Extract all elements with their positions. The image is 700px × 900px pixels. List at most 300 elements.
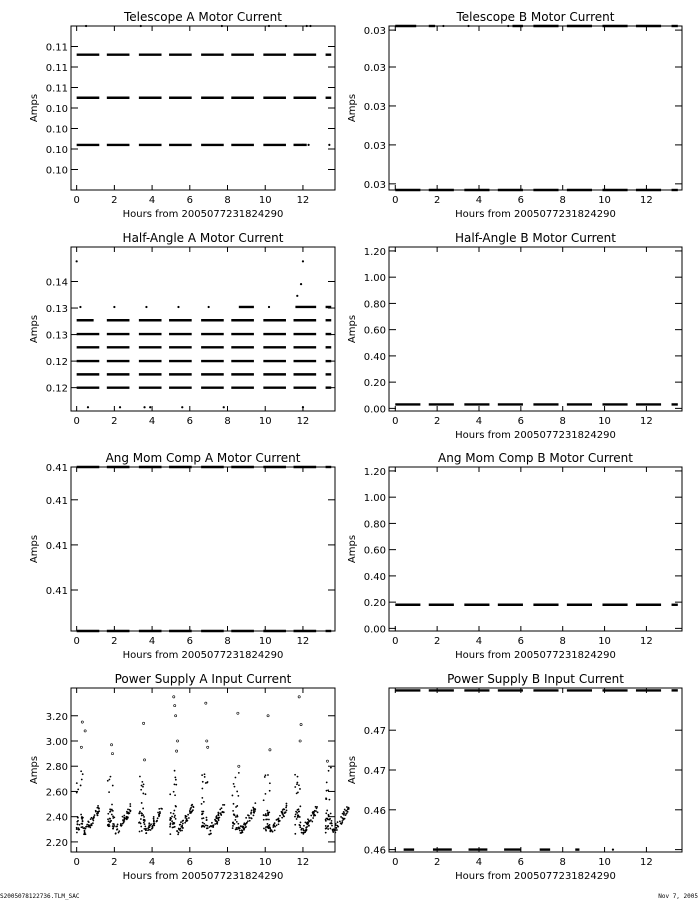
data-point — [263, 828, 265, 830]
data-point — [124, 818, 126, 820]
data-point — [91, 824, 93, 826]
data-point — [206, 740, 208, 742]
data-point — [221, 807, 223, 809]
data-point — [145, 793, 147, 795]
data-point — [140, 823, 142, 825]
data-point — [139, 776, 141, 778]
data-point — [241, 826, 243, 828]
y-tick-label: 3.20 — [45, 711, 68, 723]
data-point — [107, 780, 109, 782]
data-point — [158, 808, 160, 810]
y-tick-label: 0.03 — [363, 140, 386, 152]
y-tick-label: 0.20 — [363, 598, 386, 610]
data-point — [233, 814, 235, 816]
panel-1 — [29, 10, 335, 220]
data-point — [337, 826, 339, 828]
y-tick-label: 0.00 — [363, 624, 386, 636]
data-point — [179, 824, 181, 826]
data-point — [306, 25, 308, 27]
data-point — [278, 823, 280, 825]
data-point — [203, 825, 205, 827]
x-tick-label: 4 — [475, 416, 483, 427]
data-point — [330, 767, 332, 769]
data-point — [97, 805, 99, 807]
data-point — [241, 831, 243, 833]
y-tick-label: 0.03 — [363, 179, 386, 191]
y-axis-label: Amps — [347, 755, 358, 785]
data-point — [254, 802, 256, 804]
plot-frame — [71, 467, 335, 631]
data-point — [148, 822, 150, 824]
data-point — [169, 826, 171, 828]
data-point — [84, 730, 86, 732]
data-point — [107, 818, 109, 820]
data-point — [302, 144, 304, 146]
x-axis-label: Hours from 2005077231824290 — [455, 871, 616, 882]
data-point — [178, 828, 180, 830]
y-tick-label: 0.11 — [45, 63, 68, 74]
data-point — [210, 833, 212, 835]
data-point — [294, 824, 296, 826]
y-tick-label: 0.46 — [363, 805, 386, 817]
data-point — [265, 826, 267, 828]
data-point — [153, 820, 155, 822]
x-tick-label: 0 — [392, 636, 399, 647]
data-point — [159, 812, 161, 814]
data-point — [203, 823, 205, 825]
x-tick-label: 2 — [111, 857, 118, 868]
data-point — [297, 776, 299, 778]
data-point — [268, 819, 270, 821]
y-axis-label: Amps — [29, 755, 40, 785]
data-point — [178, 832, 180, 834]
data-point — [234, 786, 236, 788]
data-point — [113, 306, 115, 308]
data-point — [314, 810, 316, 812]
y-tick-label: 0.41 — [45, 495, 68, 507]
data-point — [327, 819, 329, 821]
data-point — [268, 25, 270, 27]
data-point — [107, 824, 109, 826]
data-point — [331, 820, 333, 822]
data-point — [76, 823, 78, 825]
footer-filename: S2005078122736.TLM_SAC — [0, 893, 80, 900]
data-point — [237, 827, 239, 829]
data-point — [329, 799, 331, 801]
data-point — [207, 781, 209, 783]
x-tick-label: 10 — [598, 636, 611, 647]
data-point — [325, 798, 327, 800]
x-tick-label: 8 — [224, 636, 231, 647]
data-point — [122, 823, 124, 825]
data-point — [346, 806, 348, 808]
data-point — [201, 803, 203, 805]
data-point — [80, 746, 82, 748]
x-tick-label: 12 — [296, 636, 310, 647]
data-point — [176, 740, 178, 742]
data-point — [267, 827, 269, 829]
data-point — [79, 824, 81, 826]
data-point — [344, 809, 346, 811]
y-tick-label: 0.10 — [45, 104, 68, 115]
x-tick-label: 0 — [73, 857, 80, 868]
x-tick-label: 0 — [392, 195, 399, 206]
data-point — [332, 831, 334, 833]
data-point — [181, 825, 183, 827]
data-point — [312, 817, 314, 819]
data-point — [109, 821, 111, 823]
data-point — [301, 832, 303, 834]
data-point — [237, 712, 239, 714]
data-point — [299, 805, 301, 807]
data-point — [139, 812, 141, 814]
data-point — [272, 826, 274, 828]
data-point — [207, 746, 209, 748]
x-tick-label: 6 — [517, 195, 525, 206]
data-point — [86, 824, 88, 826]
data-point — [250, 813, 252, 815]
data-point — [296, 812, 298, 814]
data-point — [122, 816, 124, 818]
data-point — [268, 306, 270, 308]
x-tick-label: 2 — [111, 195, 118, 206]
data-point — [144, 819, 146, 821]
data-point — [140, 818, 142, 820]
data-point — [82, 820, 84, 822]
data-point — [180, 821, 182, 823]
data-point — [345, 813, 347, 815]
x-tick-label: 2 — [433, 857, 441, 868]
y-tick-label: 0.11 — [45, 42, 68, 54]
chart-title: Half-Angle B Motor Current — [455, 231, 616, 245]
x-tick-label: 4 — [148, 195, 156, 206]
plot-frame — [71, 26, 335, 190]
data-point — [142, 786, 144, 788]
y-tick-label: 0.41 — [45, 540, 68, 552]
data-point — [156, 820, 158, 822]
data-point — [129, 803, 131, 805]
data-point — [205, 702, 207, 704]
y-tick-label: 0.47 — [363, 726, 386, 738]
data-point — [110, 811, 112, 813]
data-point — [220, 812, 222, 814]
data-point — [235, 777, 237, 779]
x-tick-label: 12 — [296, 857, 310, 868]
y-tick-label: 3.00 — [45, 736, 68, 748]
data-point — [316, 807, 318, 809]
x-tick-label: 2 — [433, 636, 441, 647]
data-point — [335, 824, 337, 826]
data-point — [217, 817, 219, 819]
data-point — [177, 833, 179, 835]
data-point — [300, 822, 302, 824]
data-point — [202, 822, 204, 824]
data-point — [467, 25, 469, 27]
x-tick-label: 2 — [433, 195, 441, 206]
y-tick-label: 0.41 — [45, 586, 68, 597]
data-point — [169, 824, 171, 826]
data-point — [80, 785, 82, 787]
data-point — [232, 810, 234, 812]
data-point — [235, 819, 237, 821]
data-point — [145, 832, 147, 834]
data-point — [302, 832, 304, 834]
data-point — [113, 826, 115, 828]
data-point — [268, 811, 270, 813]
x-tick-label: 4 — [148, 416, 156, 427]
data-point — [142, 814, 144, 816]
data-point — [78, 829, 80, 831]
data-point — [141, 830, 143, 832]
data-point — [302, 406, 304, 408]
x-tick-label: 8 — [559, 416, 566, 427]
data-point — [112, 828, 114, 830]
x-tick-label: 6 — [186, 857, 193, 868]
y-tick-label: 1.20 — [363, 246, 386, 258]
x-tick-label: 0 — [392, 416, 399, 427]
data-point — [267, 715, 269, 717]
data-point — [221, 25, 223, 27]
data-point — [80, 770, 82, 772]
data-point — [116, 826, 118, 828]
x-tick-label: 8 — [224, 195, 231, 206]
y-tick-label: 1.20 — [363, 466, 386, 478]
y-tick-label: 0.00 — [363, 404, 386, 416]
data-point — [82, 826, 84, 828]
data-point — [123, 815, 125, 817]
data-point — [110, 744, 112, 746]
plot-frame — [71, 247, 335, 411]
data-point — [282, 811, 284, 813]
x-tick-label: 12 — [640, 416, 653, 427]
data-point — [273, 824, 275, 826]
data-point — [170, 812, 172, 814]
data-point — [269, 830, 271, 832]
data-point — [276, 824, 278, 826]
data-point — [81, 779, 83, 781]
data-point — [119, 406, 121, 408]
data-point — [265, 774, 267, 776]
data-point — [157, 812, 159, 814]
x-tick-label: 4 — [475, 857, 483, 868]
data-point — [232, 825, 234, 827]
x-tick-label: 6 — [517, 857, 525, 868]
chart-title: Telescope A Motor Current — [124, 10, 282, 24]
data-point — [254, 810, 256, 812]
data-point — [88, 825, 90, 827]
data-point — [141, 815, 143, 817]
data-point — [158, 815, 160, 817]
data-point — [243, 822, 245, 824]
y-tick-label: 0.14 — [45, 277, 68, 289]
data-point — [248, 817, 250, 819]
data-point — [296, 818, 298, 820]
data-point — [285, 25, 287, 27]
data-point — [169, 833, 171, 835]
data-point — [308, 144, 310, 146]
data-point — [216, 823, 218, 825]
data-point — [297, 816, 299, 818]
x-tick-label: 8 — [559, 857, 566, 868]
data-point — [211, 822, 213, 824]
x-tick-label: 10 — [258, 195, 272, 206]
data-point — [304, 831, 306, 833]
data-point — [109, 808, 111, 810]
data-point — [129, 805, 131, 807]
data-point — [87, 821, 89, 823]
data-point — [317, 811, 319, 813]
data-point — [108, 820, 110, 822]
x-tick-label: 0 — [73, 195, 80, 206]
data-point — [298, 810, 300, 812]
x-tick-label: 12 — [296, 416, 310, 427]
data-point — [249, 820, 251, 822]
data-point — [306, 826, 308, 828]
data-point — [263, 814, 265, 816]
x-tick-label: 6 — [517, 416, 525, 427]
data-point — [177, 306, 179, 308]
data-point — [201, 797, 203, 799]
data-point — [126, 816, 128, 818]
data-point — [238, 772, 240, 774]
data-point — [176, 750, 178, 752]
data-point — [115, 833, 117, 835]
data-point — [299, 826, 301, 828]
data-point — [264, 776, 266, 778]
data-point — [143, 759, 145, 761]
data-point — [145, 829, 147, 831]
data-point — [284, 812, 286, 814]
data-point — [144, 823, 146, 825]
data-point — [190, 807, 192, 809]
data-point — [326, 790, 328, 792]
data-point — [98, 810, 100, 812]
data-point — [251, 810, 253, 812]
data-point — [223, 811, 225, 813]
data-point — [79, 306, 81, 308]
y-axis-label: Amps — [347, 314, 358, 344]
data-point — [248, 815, 250, 817]
data-point — [342, 819, 344, 821]
x-axis-label: Hours from 2005077231824290 — [122, 871, 284, 882]
data-point — [326, 760, 328, 762]
y-tick-label: 0.03 — [363, 63, 386, 74]
x-tick-label: 2 — [111, 636, 118, 647]
data-point — [325, 825, 327, 827]
data-point — [286, 803, 288, 805]
data-point — [212, 826, 214, 828]
data-point — [191, 804, 193, 806]
data-point — [151, 826, 153, 828]
data-point — [294, 833, 296, 835]
chart-title: Power Supply B Input Current — [447, 672, 624, 686]
data-point — [175, 818, 177, 820]
x-tick-label: 10 — [598, 857, 611, 868]
data-point — [217, 812, 219, 814]
data-point — [142, 793, 144, 795]
data-point — [153, 824, 155, 826]
data-point — [141, 813, 143, 815]
data-point — [90, 818, 92, 820]
data-point — [281, 813, 283, 815]
y-tick-label: 0.13 — [45, 304, 68, 316]
data-point — [174, 816, 176, 818]
data-point — [113, 816, 115, 818]
data-point — [309, 25, 311, 27]
data-point — [236, 805, 238, 807]
data-point — [203, 817, 205, 819]
data-point — [182, 820, 184, 822]
data-point — [181, 830, 183, 832]
data-point — [113, 823, 115, 825]
data-point — [95, 810, 97, 812]
y-tick-label: 0.40 — [363, 351, 386, 363]
data-point — [274, 826, 276, 828]
panel-6 — [347, 451, 682, 661]
data-point — [286, 805, 288, 807]
data-point — [148, 824, 150, 826]
data-point — [82, 817, 84, 819]
data-point — [189, 812, 191, 814]
data-point — [223, 406, 225, 408]
data-point — [327, 828, 329, 830]
data-point — [300, 829, 302, 831]
data-point — [330, 822, 332, 824]
data-point — [309, 820, 311, 822]
data-point — [269, 782, 271, 784]
x-tick-label: 6 — [186, 416, 193, 427]
data-point — [241, 829, 243, 831]
data-point — [174, 794, 176, 796]
data-point — [327, 826, 329, 828]
x-tick-label: 4 — [148, 857, 156, 868]
y-tick-label: 0.11 — [45, 83, 68, 95]
data-point — [294, 816, 296, 818]
data-point — [296, 783, 298, 785]
data-point — [175, 779, 177, 781]
data-point — [245, 826, 247, 828]
data-point — [140, 25, 142, 27]
data-point — [207, 827, 209, 829]
data-point — [299, 740, 301, 742]
data-point — [296, 792, 298, 794]
y-tick-label: 1.00 — [363, 493, 386, 505]
data-point — [169, 793, 171, 795]
data-point — [174, 783, 176, 785]
data-point — [108, 791, 110, 793]
data-point — [442, 25, 444, 27]
x-tick-label: 6 — [517, 636, 525, 647]
data-point — [272, 831, 274, 833]
data-point — [169, 819, 171, 821]
data-point — [138, 822, 140, 824]
data-point — [310, 815, 312, 817]
data-point — [145, 306, 147, 308]
data-point — [281, 817, 283, 819]
data-point — [109, 779, 111, 781]
data-point — [348, 808, 350, 810]
data-point — [97, 814, 99, 816]
data-point — [82, 773, 84, 775]
data-point — [109, 818, 111, 820]
x-tick-label: 10 — [598, 195, 611, 206]
data-point — [295, 814, 297, 816]
data-point — [140, 789, 142, 791]
data-point — [77, 816, 79, 818]
data-point — [314, 815, 316, 817]
data-point — [93, 816, 95, 818]
data-point — [265, 828, 267, 830]
